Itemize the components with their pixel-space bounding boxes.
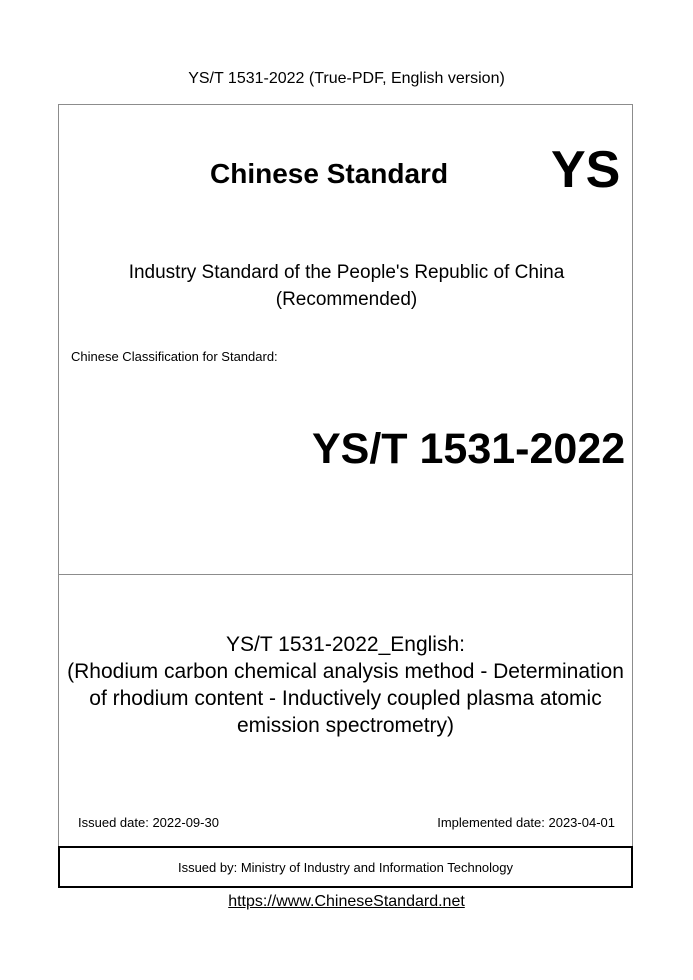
document-title-line: of rhodium content - Inductively coupled plasma atomic xyxy=(89,687,602,710)
document-title-line: YS/T 1531-2022_English: xyxy=(226,633,465,656)
ys-mark: YS xyxy=(551,141,621,199)
website-link[interactable]: https://www.ChineseStandard.net xyxy=(228,893,465,910)
footer xyxy=(0,893,693,911)
industry-standard-block xyxy=(0,259,693,313)
issued-date: Issued date: 2022-09-30 xyxy=(78,815,219,830)
issuer-box xyxy=(58,846,633,888)
implemented-date: Implemented date: 2023-04-01 xyxy=(437,815,615,830)
document-title-line: (Rhodium carbon chemical analysis method - Determination xyxy=(67,660,624,683)
document-title xyxy=(58,631,633,739)
recommended-label: (Recommended) xyxy=(275,289,418,310)
standard-number: YS/T 1531-2022 xyxy=(312,425,626,473)
industry-standard-line: Industry Standard of the People's Republic of China xyxy=(128,262,565,283)
document-title-line: emission spectrometry) xyxy=(236,714,455,737)
classification-label: Chinese Classification for Standard: xyxy=(71,349,278,364)
page-header-title: YS/T 1531-2022 (True-PDF, English version) xyxy=(188,70,505,87)
issued-by-text: Issued by: Ministry of Industry and Information Technology xyxy=(177,859,514,875)
chinese-standard-heading: Chinese Standard xyxy=(210,158,449,189)
